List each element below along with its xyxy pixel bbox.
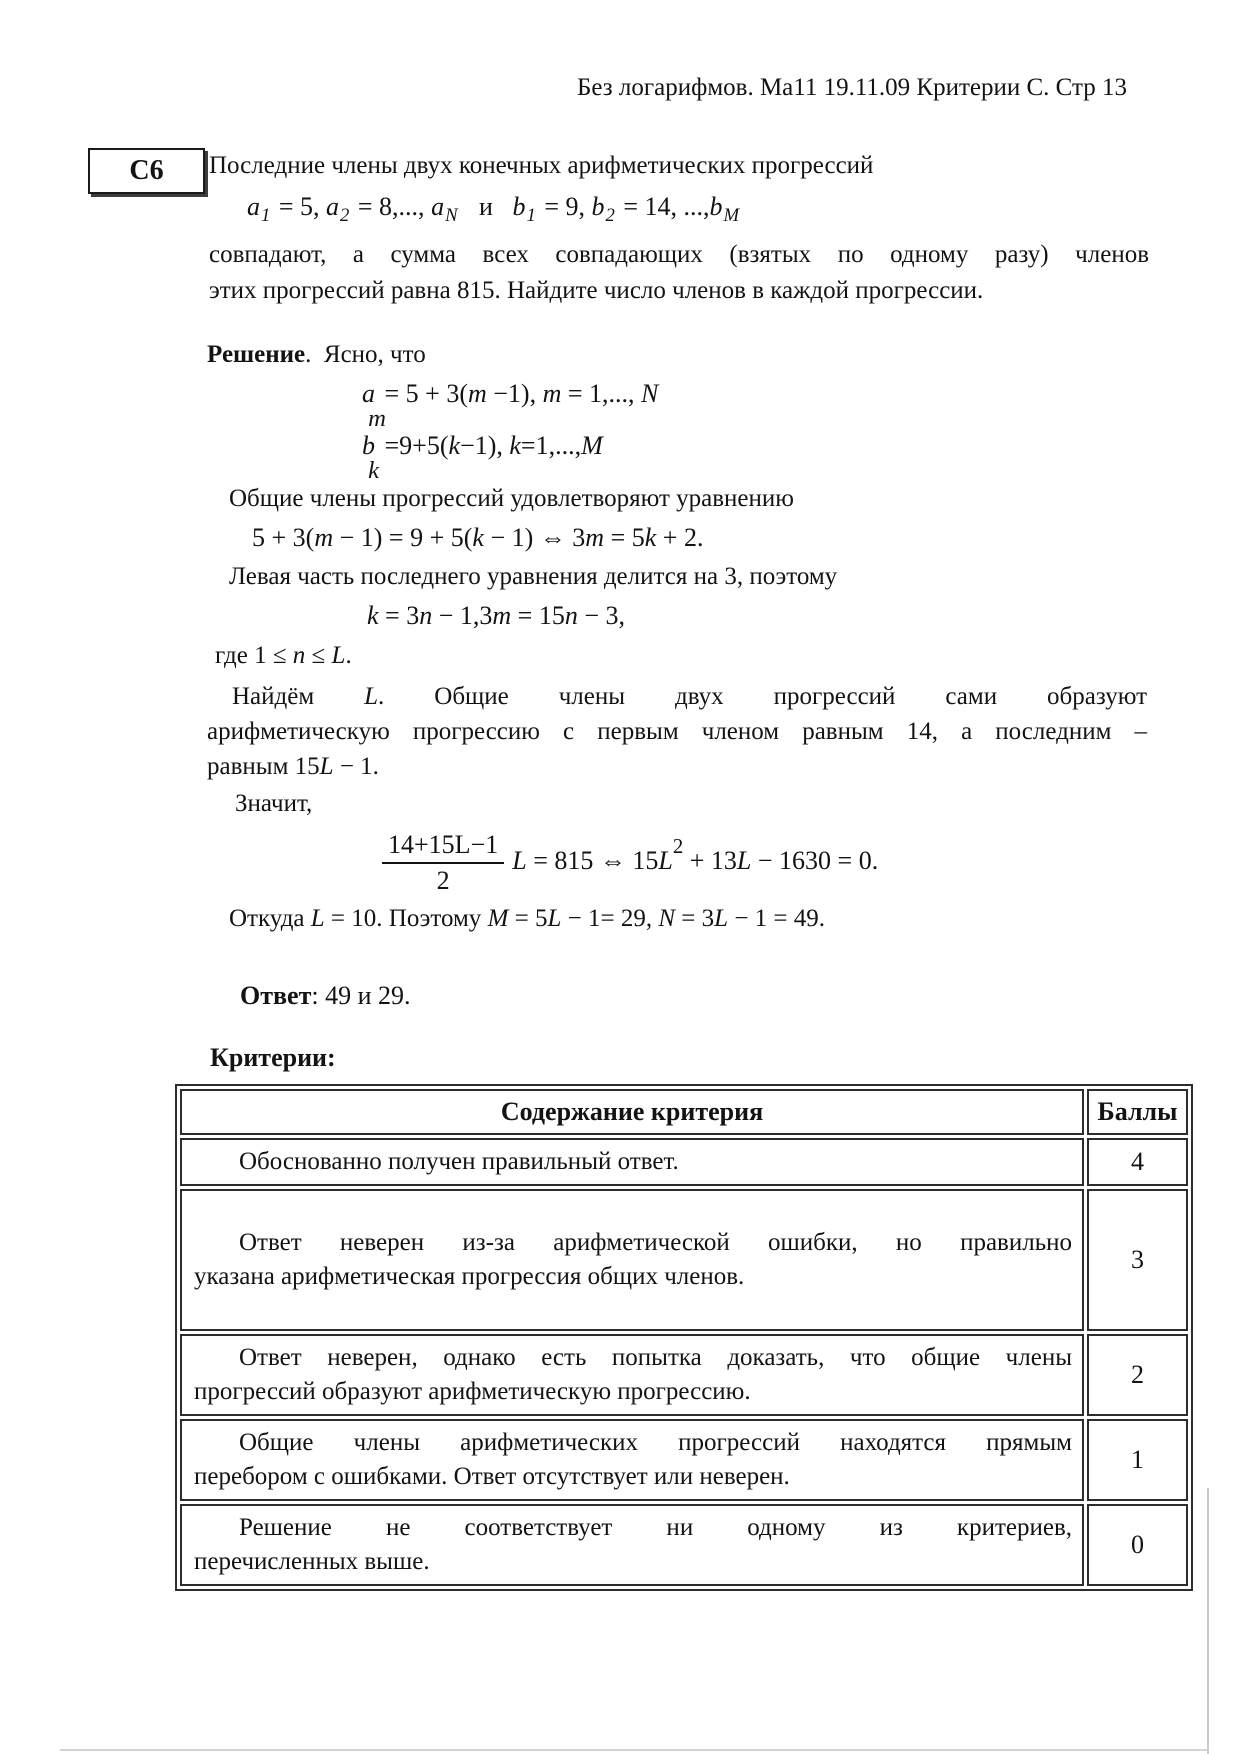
formula-k-n: k = 3n − 1,3m = 15n − 3, <box>367 600 626 630</box>
criterion-line: Обоснованно получен правильный ответ. <box>239 1147 679 1175</box>
problem-line-1: Последние члены двух конечных арифметических прогрессий <box>209 152 874 179</box>
criterion-text-3 <box>180 1189 1084 1331</box>
score-cell-1: 1 <box>1087 1419 1188 1501</box>
solution-section <box>207 337 1147 1076</box>
score-cell-2: 2 <box>1087 1334 1188 1416</box>
answer-line <box>207 978 1147 1014</box>
header-cell-content: Содержание критерия <box>180 1089 1084 1135</box>
result-line: Откуда L = 10. Поэтому M = 5L − 1= 29, N = 3L − 1 = 49. <box>229 904 826 932</box>
criterion-line: Решение не соответствует ни одному из критериев, <box>239 1513 1072 1541</box>
answer-label: Ответ <box>240 980 312 1010</box>
page-header-line: Без логарифмов. Ма11 19.11.09 Критерии С. Стр 13 <box>577 74 1127 101</box>
criterion-row-1 <box>180 1419 1188 1501</box>
problem-formula-progressions: $a_1 = 5$, $a_2 = 8$,..., $a_N$ и $b_1 = 9$, $b_2 = 14$, $...,b_M$ <box>247 192 740 226</box>
range-line: где 1 ≤ n ≤ L. <box>215 641 352 669</box>
criterion-line: перебором с ошибками. Ответ отсутствует или неверен. <box>194 1462 790 1490</box>
find-l-line-3: равным 15L − 1. <box>207 752 379 780</box>
formula-common-equation: 5 + 3(m − 1) = 9 + 5(k − 1) ⇔ 3m = 5k + 2. <box>252 522 704 552</box>
score-cell-3: 3 <box>1087 1189 1188 1331</box>
header-cell-score: Баллы <box>1087 1089 1188 1135</box>
criterion-text-4 <box>180 1138 1084 1186</box>
scan-edge-bottom <box>60 1749 1209 1751</box>
criteria-table-wrapper <box>175 1084 1193 1591</box>
criterion-row-3 <box>180 1189 1188 1331</box>
criteria-table <box>177 1086 1191 1589</box>
criterion-line: Общие члены арифметических прогрессий находятся прямым <box>239 1428 1072 1456</box>
criterion-line: Ответ неверен из-за арифметической ошибки, но правильно <box>239 1228 1072 1256</box>
criteria-table-header-row <box>180 1089 1188 1135</box>
scan-edge-right <box>1207 1488 1209 1754</box>
formula-b-k: b k =9+5(k−1), k=1,...,M <box>362 430 603 484</box>
formula-quadratic: $\frac{14+15L-1}{2}$ L = 815 ⇔ $15L^2 + 13L - 1630 = 0$. <box>382 830 1147 896</box>
criterion-text-1 <box>180 1419 1084 1501</box>
criterion-text-2 <box>180 1334 1084 1416</box>
criterion-text-0 <box>180 1504 1084 1586</box>
problem-statement <box>209 148 1149 309</box>
criterion-row-2 <box>180 1334 1188 1416</box>
criteria-heading: Критерии: <box>210 1042 336 1072</box>
common-members-line: Общие члены прогрессий удовлетворяют уравнению <box>229 484 794 512</box>
problem-number-label: С6 <box>129 155 164 186</box>
solution-heading-line <box>207 337 1147 373</box>
problem-block <box>0 148 1239 309</box>
criterion-line: прогрессий образуют арифметическую прогрессию. <box>194 1377 751 1405</box>
score-cell-0: 0 <box>1087 1504 1188 1586</box>
answer-text: : 49 и 29. <box>311 980 411 1010</box>
find-l-line-2: арифметическую прогрессию с первым членом равным 14, а последним – <box>207 717 1147 745</box>
znachit-line: Значит, <box>235 789 313 817</box>
criterion-row-4 <box>180 1138 1188 1186</box>
criterion-line: Ответ неверен, однако есть попытка доказать, что общие члены <box>239 1343 1072 1371</box>
problem-line-3: этих прогрессий равна 815. Найдите число членов в каждой прогрессии. <box>209 276 984 304</box>
criterion-line: указана арифметическая прогрессия общих членов. <box>194 1262 745 1290</box>
find-l-paragraph <box>207 679 1147 784</box>
criterion-line: перечисленных выше. <box>194 1547 430 1575</box>
solution-heading: Решение <box>207 340 306 368</box>
solution-intro: . Ясно, что <box>305 340 426 368</box>
score-cell-4: 4 <box>1087 1138 1188 1186</box>
problem-line-2: совпадают, а сумма всех совпадающих (взятых по одному разу) членов <box>209 240 1149 268</box>
left-part-line: Левая часть последнего уравнения делится на 3, поэтому <box>229 562 838 590</box>
formula-a-m: a m = 5 + 3(m −1), m = 1,..., N <box>362 378 659 432</box>
criterion-row-0 <box>180 1504 1188 1586</box>
find-l-line-1: Найдём L. Общие члены двух прогрессий сами образуют <box>232 682 1147 710</box>
problem-number-box <box>88 148 205 194</box>
